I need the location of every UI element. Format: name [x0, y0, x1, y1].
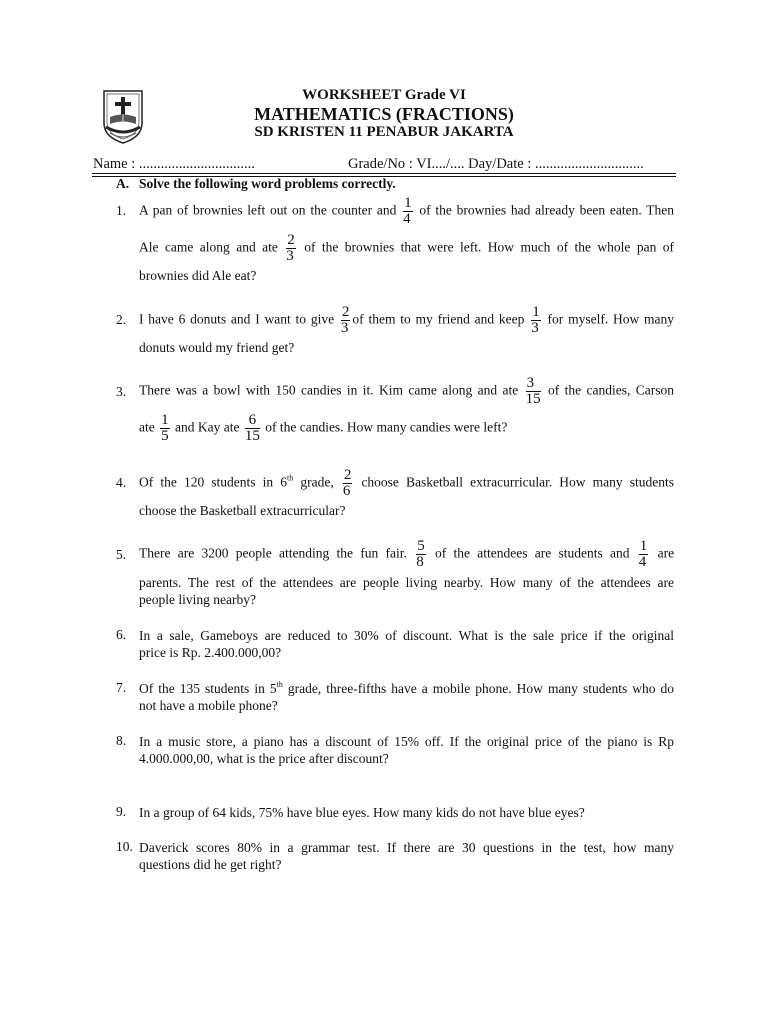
name-field: Name : ................................: [93, 156, 255, 172]
question-2-line-1: I have 6 donuts and I want to give $\frac{2}{3}$ of them to my friend and keep $\frac{1}{3}$ for myself. How many: [139, 304, 675, 336]
question-2-line-2: donuts would my friend get?: [139, 340, 295, 355]
question-number: 4.: [116, 475, 127, 490]
question-7-line-1: Of the 135 students in 5th grade, three-fifths have a mobile phone. How many students who do: [139, 680, 675, 696]
question-number: 6.: [116, 627, 127, 642]
question-1-line-3: brownies did Ale eat?: [139, 268, 257, 283]
fraction: $\frac{3}{15}$: [525, 375, 541, 407]
fraction: $\frac{1}{3}$: [531, 304, 540, 336]
question-number: 2.: [116, 312, 127, 327]
section-label: A.: [116, 176, 130, 191]
question-6-line-1: In a sale, Gameboys are reduced to 30% of discount. What is the sale price if the original: [139, 628, 674, 643]
worksheet-title: WORKSHEET Grade VI: [302, 87, 466, 103]
question-9-line-1: In a group of 64 kids, 75% have blue eyes. How many kids do not have blue eyes?: [139, 805, 585, 820]
question-1-line-2: Ale came along and ate $\frac{2}{3}$ of the brownies that were left. How much of the whole pan of: [139, 232, 674, 264]
fraction: $\frac{6}{15}$: [244, 412, 260, 444]
fraction: $\frac{2}{3}$: [286, 232, 295, 264]
question-8-line-2: 4.000.000,00, what is the price after discount?: [139, 751, 389, 766]
question-8-line-1: In a music store, a piano has a discount of 15% off. If the original price of the piano is Rp: [139, 734, 674, 749]
question-5-line-3: people living nearby?: [139, 592, 256, 607]
question-number: 9.: [116, 804, 127, 819]
question-6-line-2: price is Rp. 2.400.000,00?: [139, 645, 282, 660]
fraction: $\frac{2}{3}$: [340, 304, 350, 336]
section-title: Solve the following word problems correctly.: [139, 176, 396, 191]
question-3-line-2: ate $\frac{1}{5}$ and Kay ate $\frac{6}{15}$ of the candies. How many candies were left?: [139, 412, 508, 444]
fraction: $\frac{5}{8}$: [416, 538, 425, 570]
question-number: 1.: [116, 203, 127, 218]
question-10-line-2: questions did he get right?: [139, 857, 282, 872]
question-5-line-1: There are 3200 people attending the fun fair. $\frac{5}{8}$ of the attendees are students and $\frac{1}{4}$ are: [139, 538, 675, 570]
fraction: $\frac{2}{6}$: [342, 467, 352, 499]
grade-date-field: Grade/No : VI..../.... Day/Date : ..............................: [348, 156, 644, 172]
fraction: $\frac{1}{4}$: [638, 538, 648, 570]
divider-top: [92, 173, 676, 174]
subject-title: MATHEMATICS (FRACTIONS): [254, 104, 514, 124]
question-number: 7.: [116, 680, 127, 695]
question-1-line-1: A pan of brownies left out on the counter and $\frac{1}{4}$ of the brownies had already been eaten. Then: [139, 195, 674, 227]
question-5-line-2: parents. The rest of the attendees are people living nearby. How many of the attendees are: [139, 575, 674, 590]
question-10-line-1: Daverick scores 80% in a grammar test. If there are 30 questions in the test, how many: [139, 840, 674, 855]
question-4-line-1: Of the 120 students in 6th grade, $\frac{2}{6}$ choose Basketball extracurricular. How many students: [139, 467, 675, 499]
question-4-line-2: choose the Basketball extracurricular?: [139, 503, 346, 518]
question-3-line-1: There was a bowl with 150 candies in it. Kim came along and ate $\frac{3}{15}$ of the candies, Carson: [139, 375, 675, 407]
question-number: 5.: [116, 547, 127, 562]
question-7-line-2: not have a mobile phone?: [139, 698, 278, 713]
question-number: 8.: [116, 733, 127, 748]
question-number: 3.: [116, 384, 127, 399]
fraction: $\frac{1}{5}$: [161, 412, 169, 444]
school-name: SD KRISTEN 11 PENABUR JAKARTA: [254, 124, 514, 140]
question-number: 10.: [116, 839, 133, 854]
fraction: $\frac{1}{4}$: [403, 195, 412, 227]
